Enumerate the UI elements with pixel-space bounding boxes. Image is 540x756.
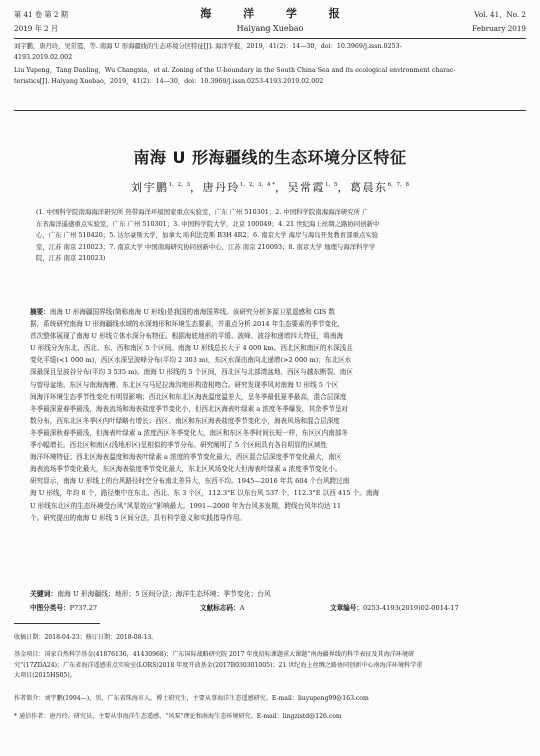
author-name: 葛晨东 <box>350 181 388 194</box>
author-name: 刘宇鹏 <box>131 181 169 194</box>
keywords <box>30 589 512 599</box>
abstract-line: 变化平缓(<1 000 m)，西区水深呈波峰分布(平均 2 303 m)，东区水深由南向北递增(>2 000 m)；东北区水 <box>30 356 352 365</box>
abstract-line: 冬季最深夏春季最浅，海表流场和海表盐度季节变化小，但西北区海表叶绿素 a 浓度冬季爆发，其余季节呈对 <box>30 404 349 413</box>
journal-name-cn: 海 洋 学 报 <box>200 7 354 20</box>
author-affiliation-marker: 1，2，3，4 * <box>240 182 275 188</box>
clc-number <box>30 603 97 613</box>
citation-block <box>14 42 526 87</box>
footnote-funding-line: 基金项目：国家自然科学基金(41876136，41430968)；广东国际战略研究院 2017 年度招标课题重大课题“南海疆界线的科学表征及其海洋环境研 <box>14 651 415 658</box>
footnote-author-bio: 作者简介：刘宇鹏(1994—)，男，广东省珠海市人，博士研究生，主要从事海洋生态遥感研究。E-mail：liuyupeng99@163.com <box>14 695 369 702</box>
running-header-bottom <box>14 24 526 36</box>
author-affiliation-marker: 6，7，8 <box>387 182 409 188</box>
affiliation-line: 心，广东 广州 510420；5. 达尔豪斯大学，加拿大 哈利法克斯 B3H 4R2；6. 南京大学 海岸与海岛开发教育部重点实验 <box>36 231 379 240</box>
affiliation-line: (1. 中国科学院南海海洋研究所 热带海洋环境国家重点实验室，广东 广州 510301；2. 中国科学院南海海洋研究所 广 <box>36 208 369 216</box>
abstract-line: 海表流场季节变化最大，东区海表盐度季节变化最大，东北区风场变化大但海表叶绿素 a 浓度季节变化小。 <box>30 465 342 474</box>
running-header-top <box>14 7 526 22</box>
affiliation-line: 院，江苏 南京 210023) <box>36 254 106 263</box>
abstract-line: 与曾母盆地、东区与南海海槽、东北区与马尼拉海沟地形构造相吻合。研究发现季风对南海 U 形线 5 个区 <box>30 380 339 389</box>
affiliations <box>36 207 512 265</box>
footnote-funding-line: 究”(17ZDA24)；广东省海洋遥感重点实验室(LORS)2018 年度开放基金(2017B030301005)；21 世纪海上丝绸之路协同创新中心南海洋环境科学重 <box>14 661 423 669</box>
document-code-label: 文献标志码： <box>200 604 240 612</box>
volume-issue: 第 41 卷 第 2 期 <box>14 10 68 19</box>
footnote-received: 收稿日期：2018-04-23；修订日期：2018-08-13。 <box>14 634 158 641</box>
abstract-line: 数分布，西东北区冬季区内叶绿略有增长；西区、南区和东区海表盐度季节变化小，海表风场和混合层深度 <box>30 416 340 425</box>
abstract-line: 海洋环境特征；西北区海表温度和海表叶绿素 a 浓度的季节变化最大，西区混合层深度季节变化最大，南区 <box>30 453 342 462</box>
abstract-line: 季小幅增长。西北区和南区(浅地形区)呈相似的季节分布。研究阐明了 5 个区间具有各自明显的区域性 <box>30 441 328 450</box>
abstract-line: 间海洋环境生态季节性变化有明显影响；西北区和东北区海表温度温差大，呈冬季最低夏季最高，混合层深度 <box>30 392 347 401</box>
citation-divider <box>14 110 526 111</box>
abstract-label: 摘要： <box>30 308 50 316</box>
abstract-line: 南海 U 形海疆国界线(简称南海 U 形线)是我国的南海国界线。该研究分析多源卫星遥感和 GIS 数 <box>49 308 335 316</box>
journal-name-en: Haiyang Xuebao <box>236 24 304 33</box>
abstract-line: 研究显示，南海 U 形线上的台风路径时空分布南北差异大，东西不均。1945—2016 年共 604 个台风跨过南 <box>30 477 350 486</box>
document-code <box>200 603 244 613</box>
article-number <box>330 603 459 613</box>
clc-value: P737.27 <box>69 604 98 612</box>
citation-en-line: Liu Yupeng，Tang Danling，Wu Changxia，et al. Zoning of the U-boundary in the South China Sea and its ecological environment charac- <box>14 67 456 75</box>
header-divider <box>14 38 526 39</box>
footnote-funding <box>14 650 526 682</box>
affiliation-line: 室，江苏 南京 210023；7. 南京大学 中国南海研究协同创新中心，江苏 南京 210093；8. 南京大学 地理与海洋科学学 <box>36 242 376 251</box>
abstract-line: U 形线分为东北、西北、东、西和南区 5 个区间。南海 U 形线总长大于 4 000 km。西北区和南区的水深浅且 <box>30 344 353 353</box>
clc-label: 中图分类号： <box>30 604 70 612</box>
author-affiliation-marker: 1，5 <box>325 182 338 188</box>
author-separator: ， <box>337 181 350 194</box>
affiliation-line: 东省海洋遥感重点实验室，广东 广州 510301；3. 中国科学院大学，北京 100049；4. 21 世纪海上丝绸之路协同创新中 <box>36 219 380 228</box>
issue-date-cn: 2019 年 2 月 <box>14 24 59 33</box>
citation-cn-line: 刘宇鹏，唐丹玲，吴常霞，等. 南海 U 形海疆线的生态环境分区特征[J]. 海洋学报，2019，41(2)：14—30，doi：10.3969/j.issn.0253- <box>14 43 402 50</box>
citation-cn-line: 4193.2019.02.002 <box>14 53 73 61</box>
issue-date-en: February 2019 <box>472 24 526 33</box>
volume-issue-en: Vol. 41，No. 2 <box>474 10 526 19</box>
author-name: 唐丹玲 <box>202 181 240 194</box>
abstract <box>30 306 512 524</box>
footnote-divider <box>14 623 100 624</box>
article-number-label: 文章编号： <box>330 604 363 612</box>
abstract-line: 冬季最深秋春季最浅，但海表叶绿素 a 浓度西区冬季变化大，南区和东区冬季时间长短一样，东区区内南部冬 <box>30 428 349 437</box>
abstract-line: 据，系统研究南海 U 形海疆线水域的水深地形和环境生态要素，并重点分析 2014 年生态要素的季节变化， <box>30 320 345 329</box>
author-list <box>0 179 540 195</box>
abstract-line: 个。研究提出的南海 U 形线 5 区间分法，具有科学意义和实践指导作用。 <box>30 513 246 522</box>
author-affiliation-marker: 1，2，3 <box>168 182 190 188</box>
abstract-line: 海 U 形线，年均 8 个，路径集中在东北、西北、东 3 个区，112.3°E 以东台风 537 个，112.3°E 以西 415 个。南海 <box>30 489 380 498</box>
abstract-line: U 形线东北区的生态环境受台风“风泵效应”影响最大。1991—2000 年为台风多发期，跨线台风年均达 11 <box>30 501 342 510</box>
keywords-text: 南海 U 形海疆线；地形；5 区间分法；海洋生态环境；季节变化；台风 <box>57 590 271 598</box>
author-separator: ， <box>190 181 203 194</box>
citation-en-line: teristics[J]. Haiyang Xuebao，2019，41(2)：14—30，doi：10.3969/j.issn.0253-4193.2019.02.002 <box>14 77 324 85</box>
author-name: 吴常霞 <box>287 181 325 194</box>
footnote-funding-line: 大项目(2015HS05)。 <box>14 672 76 679</box>
keywords-label: 关键词： <box>30 590 58 598</box>
abstract-line: 深最深且呈波谷分布(平均 3 535 m)。南海 U 形线的 5 个区间，西北区与北部湾盆地、西区与越东断裂、南区 <box>30 368 353 377</box>
footnote-corresponding: * 通信作者：唐丹玲，研究员，主要从事海洋生态遥感、“风泵”理论和南海生态环境研究。E-mail：lingzistd@126.com <box>14 713 342 720</box>
article-title: 南海 U 形海疆线的生态环境分区特征 <box>133 148 407 167</box>
author-separator: ， <box>275 181 288 194</box>
article-number-value: 0253-4193(2019)02-0014-17 <box>362 604 459 612</box>
document-code-value: A <box>239 604 245 612</box>
abstract-line: 首次整体展现了南海 U 形线立体水深分布特征。根据海底地形的平缓、波峰、波谷和递增四大特征，将南海 <box>30 332 344 341</box>
